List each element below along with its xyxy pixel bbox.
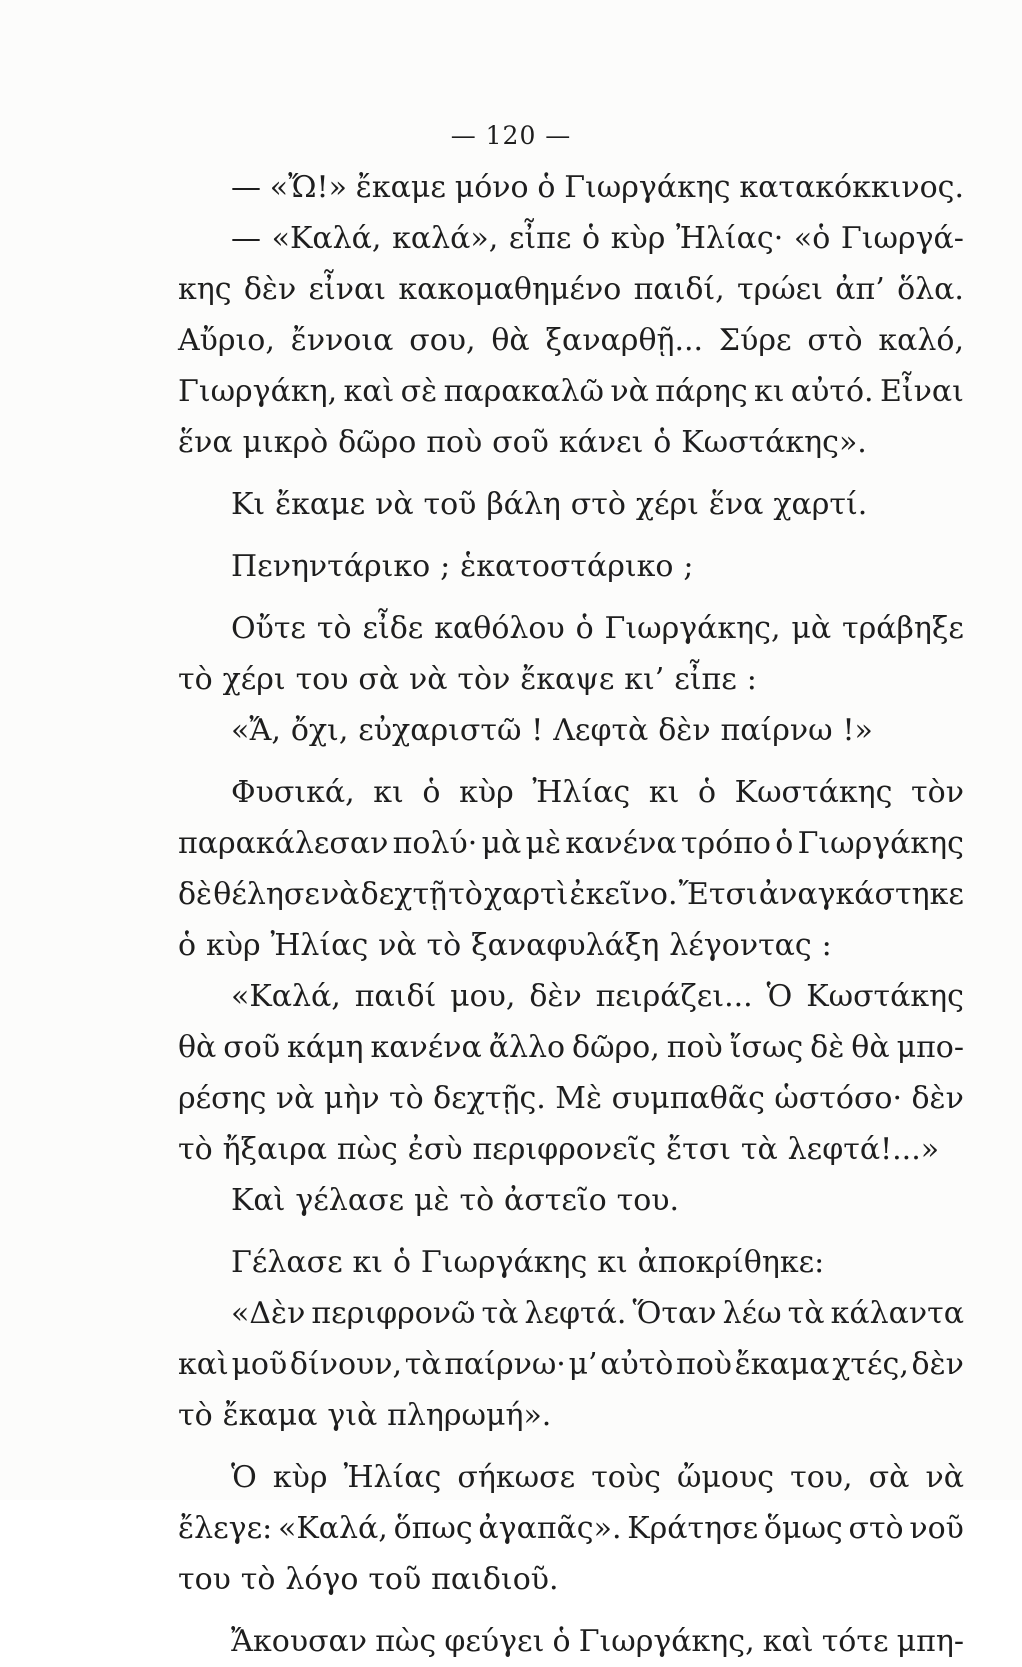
text-line: «Καλά, παιδί μου, δὲν πειράζει... Ὁ Κωστάκης (231, 979, 964, 1014)
text-line: ἕνα μικρὸ δῶρο ποὺ σοῦ κάνει ὁ Κωστάκης». (178, 425, 867, 460)
text-line: «Δὲν περιφρονῶ τὰ λεφτά. Ὅταν λέω τὰ κάλαντα (231, 1296, 964, 1331)
text-line: Κι ἔκαμε νὰ τοῦ βάλη στὸ χέρι ἕνα χαρτί. (231, 487, 868, 522)
text-line: — «Ὤ!» ἔκαμε μόνο ὁ Γιωργάκης κατακόκκινος. (231, 170, 964, 205)
text-line: — «Καλά, καλά», εἶπε ὁ κὺρ Ἠλίας· «ὁ Γιωργά- (231, 221, 964, 256)
text-line: Γέλασε κι ὁ Γιωργάκης κι ἀποκρίθηκε: (231, 1245, 825, 1280)
text-line: ὁ κὺρ Ἠλίας νὰ τὸ ξαναφυλάξη λέγοντας : (178, 928, 832, 963)
text-line: κης δὲν εἶναι κακομαθημένο παιδί, τρώει ἀπ’ ὅλα. (178, 272, 964, 307)
text-line: θὰ σοῦ κάμη κανένα ἄλλο δῶρο, ποὺ ἴσως δὲ θὰ μπο- (178, 1030, 964, 1065)
text-line: καὶ μοῦ δίνουν, τὰ παίρνω· μ’ αὐτὸ ποὺ ἔκαμα χτές, δὲν (178, 1347, 964, 1382)
text-line: Ἄκουσαν πὼς φεύγει ὁ Γιωργάκης, καὶ τότε μπη- (231, 1624, 964, 1659)
text-line: ἔλεγε: «Καλά, ὅπως ἀγαπᾶς». Κράτησε ὅμως στὸ νοῦ (178, 1511, 964, 1546)
text-line: τὸ ἔκαμα γιὰ πληρωμή». (178, 1398, 552, 1433)
text-line: «Ἄ, ὄχι, εὐχαριστῶ ! Λεφτὰ δὲν παίρνω !» (231, 713, 873, 748)
text-line: παρακάλεσαν πολύ· μὰ μὲ κανένα τρόπο ὁ Γιωργάκης (178, 826, 964, 861)
text-line: Καὶ γέλασε μὲ τὸ ἀστεῖο του. (231, 1183, 680, 1218)
page-number: — 120 — (450, 121, 572, 150)
text-line: Ὁ κὺρ Ἠλίας σήκωσε τοὺς ὤμους του, σὰ νὰ (231, 1460, 964, 1495)
text-line: Οὔτε τὸ εἶδε καθόλου ὁ Γιωργάκης, μὰ τράβηξε (231, 611, 964, 646)
text-line: Φυσικά, κι ὁ κὺρ Ἠλίας κι ὁ Κωστάκης τὸν (231, 775, 964, 810)
text-line: τὸ χέρι του σὰ νὰ τὸν ἔκαψε κι’ εἶπε : (178, 662, 757, 697)
text-line: ρέσης νὰ μὴν τὸ δεχτῇς. Μὲ συμπαθᾶς ὡστόσο· δὲν (178, 1081, 964, 1116)
text-line: δὲ θέλησε νὰ δεχτῇ τὸ χαρτὶ ἐκεῖνο. Ἔτσι ἀναγκάστηκε (178, 877, 964, 912)
text-line: Γιωργάκη, καὶ σὲ παρακαλῶ νὰ πάρης κι αὐτό. Εἶναι (178, 374, 964, 409)
text-line: Πενηντάρικο ; ἑκατοστάρικο ; (231, 549, 694, 584)
text-line: του τὸ λόγο τοῦ παιδιοῦ. (178, 1562, 559, 1597)
body-text (178, 162, 964, 1667)
text-line: Αὔριο, ἔννοια σου, θὰ ξαναρθῇ... Σύρε στὸ καλό, (178, 323, 964, 358)
text-line: τὸ ἤξαιρα πὼς ἐσὺ περιφρονεῖς ἔτσι τὰ λεφτά!...» (178, 1132, 940, 1167)
